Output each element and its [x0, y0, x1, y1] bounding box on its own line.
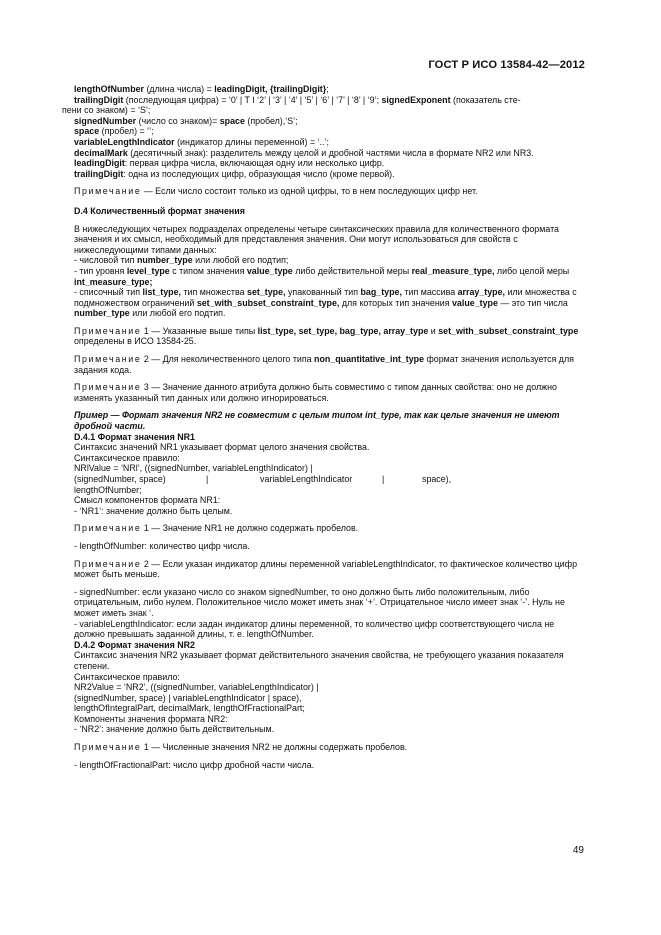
paragraph: Синтаксис значения NR2 указывает формат действительного значения свойства, не требующего указания показателя степени.: [74, 650, 564, 671]
syntax-rule: NR2Value = ‘NR2’, ((signedNumber, variableLengthIndicator) |: [74, 682, 319, 693]
syntax-rule: NRlValue = ‘NRl’, ((signedNumber, variableLengthIndicator) |: [74, 463, 313, 474]
note: Примечание 2 — Для неколичественного целого типа non_quantitative_int_type формат значения используется для задания кода.: [74, 354, 574, 375]
syntax-rule: (signedNumber, space) | variableLengthIndicator | space),: [74, 692, 302, 703]
paragraph: В нижеследующих четырех подразделах определены четыре синтаксических правила для количественного формата значения и их смысл, необходимый для представления значения. Они могут использоваться для свойств с нижеследующими типами данных:: [74, 223, 559, 255]
paragraph: Синтаксис значений NR1 указывает формат целого значения свойства.: [74, 442, 370, 453]
grammar-line: пени со знаком) = ‘S’;: [62, 105, 151, 116]
note: Примечание 3 — Значение данного атрибута должно быть совместимо с типом данных свойства: оно не должно изменять указанный тип данных или должно игнорироваться.: [74, 382, 557, 403]
note: Примечание 1 — Численные значения NR2 не должны содержать пробелов.: [74, 742, 408, 753]
list-item: - signedNumber: если указано число со знаком signedNumber, то оно должно быть либо положительным, либо отрицательным, либо нулем. Положительное число может иметь знак ‘+’. Отрицательное число имеет знак ‘-’. Нуль не может иметь знак ‘.: [74, 586, 565, 618]
note: Примечание 2 — Если указан индикатор длины переменной variableLengthIndicator, то фактическое количество цифр может быть меньше.: [74, 558, 578, 580]
page-body: [62, 84, 586, 770]
grammar-line: trailingDigit (последующая цифра) = ‘0’ | T I ‘2’ | ‘3’ | ‘4’ | ‘5’ | ‘6’ | ‘7’ | ‘8’ | ‘9’; signedExponent (показатель сте-: [74, 94, 521, 105]
syntax-rule: (signedNumber, space) | variableLengthIndicator | space),: [74, 474, 452, 484]
list-item: - тип уровня level_type с типом значения value_type либо действительной меры real_measure_type, либо целой меры int_measure_type;: [74, 265, 570, 287]
grammar-line: space (пробел) = ‘’;: [74, 126, 154, 137]
grammar-line: signedNumber (число со знаком)= space (пробел),‘S’;: [74, 115, 298, 126]
paragraph: Смысл компонентов формата NR1:: [74, 495, 221, 506]
example: Пример — Формат значения NR2 не совместим с целым типом int_type, так как целые значения не имеют дробной части.: [74, 410, 560, 432]
section-heading: D.4 Количественный формат значения: [74, 205, 245, 216]
list-item: - variableLengthIndicator: если задан индикатор длины переменной, то количество цифр соответствующего числа не должно превышать заданной длины, т. е. lengthOfNumber.: [74, 618, 555, 640]
paragraph: Синтаксическое правило:: [74, 452, 180, 463]
note: Примечание 1 — Значение NR1 не должно содержать пробелов.: [74, 523, 359, 534]
section-heading: D.4.2 Формат значения NR2: [74, 639, 195, 650]
grammar-line: leadingDigit: первая цифра числа, включающая одну или несколько цифр.: [74, 158, 385, 169]
paragraph: Синтаксическое правило:: [74, 671, 180, 682]
list-item: - ‘NR2’: значение должно быть действительным.: [74, 724, 275, 735]
syntax-rule: lengthOfIntegralPart, decimalMark, lengthOfFractionalPart;: [74, 703, 305, 714]
grammar-line: trailingDigit: одна из последующих цифр, образующая число (кроме первой).: [74, 168, 395, 179]
note: Примечание 1 — Указанные выше типы list_type, set_type, bag_type, array_type и set_with_subset_constraint_type определены в ИСО 13584-25.: [74, 325, 579, 347]
list-item: - lengthOfFractionalPart: число цифр дробной части числа.: [74, 759, 315, 770]
page-number: 49: [572, 845, 584, 856]
grammar-line: lengthOfNumber (длина числа) = leadingDigit, {trailingDigit};: [74, 84, 329, 94]
list-item: - числовой тип number_type или любой его подтип;: [74, 255, 289, 266]
note: Примечание — Если число состоит только из одной цифры, то в нем последующих цифр нет.: [74, 186, 478, 197]
list-item: - ‘NR1’: значение должно быть целым.: [74, 505, 233, 516]
grammar-line: decimalMark (десятичный знак): разделитель между целой и дробной частями числа в формате NR2 или NR3.: [74, 147, 534, 158]
paragraph: Компоненты значения формата NR2:: [74, 713, 228, 724]
section-heading: D.4.1 Формат значения NR1: [74, 431, 195, 442]
syntax-rule: lengthOfNumber;: [74, 484, 142, 495]
list-item: - lengthOfNumber: количество цифр числа.: [74, 540, 250, 551]
list-item: - списочный тип list_type, тип множества set_type, упакованный тип bag_type, тип массива array_type, или множества с подмножеством ограничений set_with_subset_constraint_type, для которых тип значения value_type — это тип числа number_type или любой его подтип.: [74, 287, 577, 319]
grammar-line: variableLengthIndicator (индикатор длины переменной) = ‘..’;: [74, 136, 329, 147]
document-header: ГОСТ Р ИСО 13584-42—2012: [428, 59, 585, 71]
